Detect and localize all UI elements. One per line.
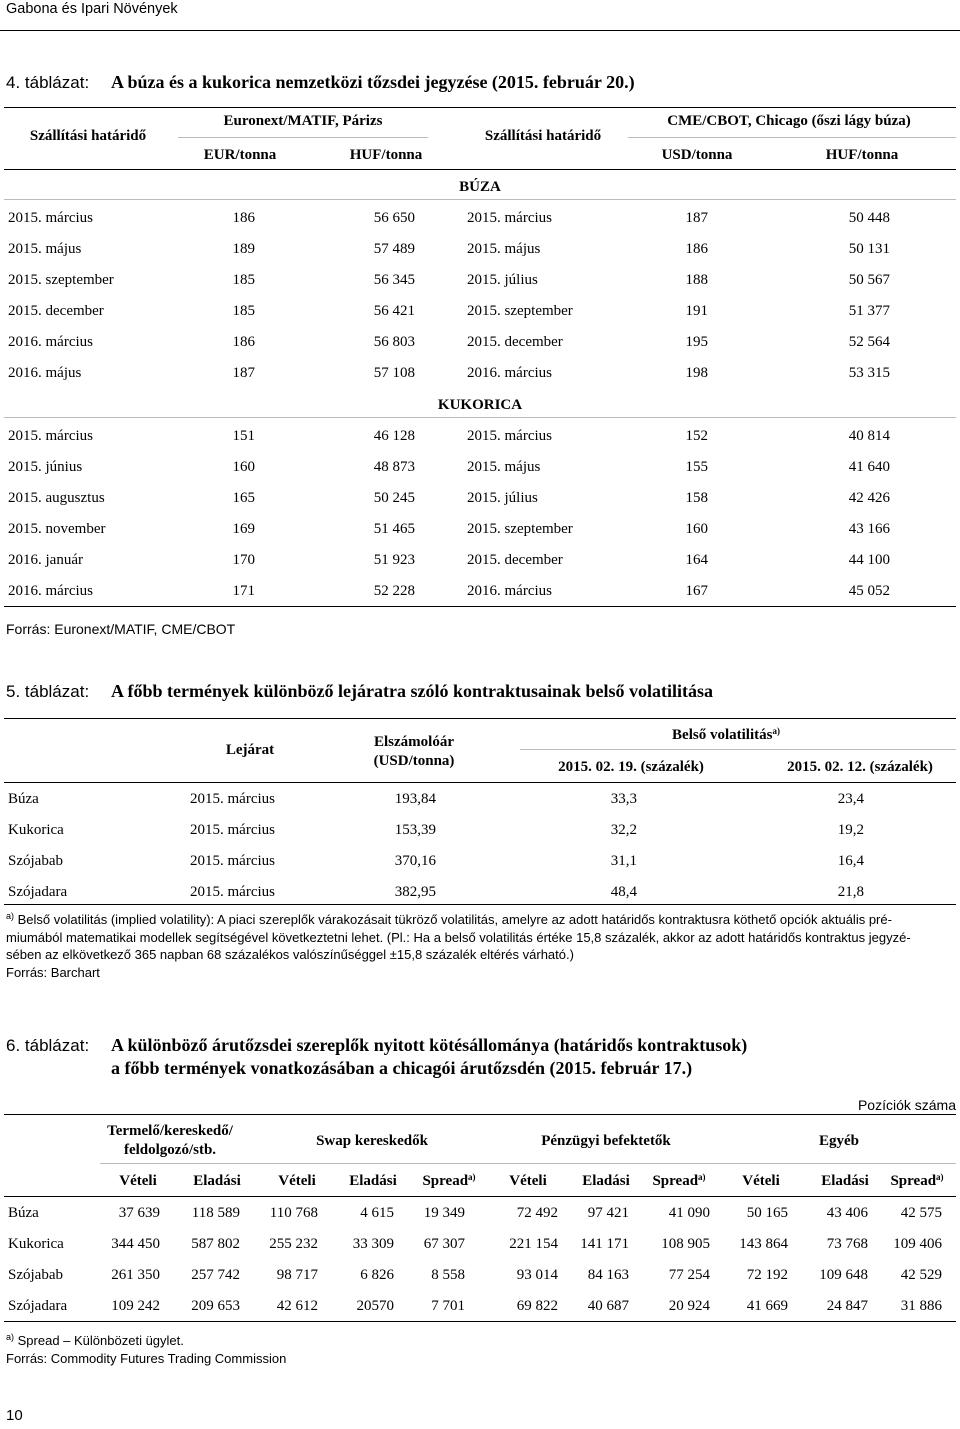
table4-corn-cell: 51 923 [373,552,415,568]
table6-cell: 221 154 [509,1236,558,1252]
table4-corn-cell: 169 [232,521,255,537]
table6-cell: 93 014 [516,1267,558,1283]
table6-subheader-sup: a) [936,1172,944,1182]
table6-cell: 20 924 [668,1298,710,1314]
table6-cell: 110 768 [269,1205,318,1221]
table5-header-expiry: Lejárat [225,742,275,758]
table6-cell: 109 648 [819,1267,868,1283]
table4-wheat-cell: 56 803 [373,334,415,350]
table6-cell: 7 701 [431,1298,465,1314]
table6-cell: 67 307 [423,1236,465,1252]
table6-row-label: Szójabab [8,1267,63,1283]
table4-wheat-cell: 187 [232,365,255,381]
table5-cell: Búza [8,791,39,807]
table6-subheader-sup: a) [698,1172,706,1182]
table4-corn-cell: 2015. augusztus [8,490,105,506]
table5-footnote [6,911,954,981]
table4-corn-cell: 160 [685,521,708,537]
table5-header-date2: 2015. 02. 12. (százalék) [787,759,933,775]
table6-subheader-label: Eladási [821,1173,869,1189]
table4-wheat-cell: 186 [232,210,255,226]
table4-title: A búza és a kukorica nemzetközi tőzsdei jegyzése (2015. február 20.) [111,72,635,92]
table5-cell: Szójadara [8,884,68,900]
table4-corn-cell: 2015. december [467,552,563,568]
table4-header-euronext: Euronext/MATIF, Párizs [223,113,383,129]
table6-subheader-label: Eladási [582,1173,630,1189]
table6-footnote [6,1332,954,1367]
table6-cell: 8 558 [431,1267,465,1283]
table6-subheader-label: Spread [890,1173,937,1189]
table6-footnote-text: Spread – Különbözeti ügylet. [17,1333,184,1348]
table6-cell: 42 529 [900,1267,942,1283]
table4-corn-cell: 160 [232,459,255,475]
table4-wheat-cell: 53 315 [848,365,890,381]
table5-cell: 2015. március [190,884,275,900]
table4-corn-cell: 45 052 [848,583,890,599]
table5-source: Forrás: Barchart [6,964,100,980]
table6-cell: 19 349 [423,1205,465,1221]
table4-corn-cell: 167 [685,583,708,599]
table6-subheader-label: Spread [652,1173,699,1189]
table4-corn-cell: 2015. november [8,521,106,537]
table5-cell: 23,4 [837,791,864,807]
table6-cell: 97 421 [587,1205,629,1221]
table4-corn-cell: 164 [685,552,708,568]
table6-subheader-spread [422,1172,475,1190]
table5-caption [6,681,713,702]
table4-corn-cell: 42 426 [848,490,890,506]
table5-cell: 153,39 [394,822,436,838]
table4-header-bottom-rule [4,169,956,170]
table5-cell: 21,8 [837,884,864,900]
table4-wheat-cell: 2016. május [8,365,82,381]
table4-wheat-cell: 56 421 [373,303,415,319]
table4-corn-cell: 155 [685,459,708,475]
running-header: Gabona és Ipari Növények [6,1,178,17]
table4-wheat-cell: 2015. szeptember [8,272,114,288]
table6-footnote-line [6,1332,954,1350]
table6-cell: 73 768 [826,1236,868,1252]
table5-header-date1: 2015. 02. 19. (százalék) [558,759,704,775]
table6-cell: 209 653 [191,1298,240,1314]
table4-wheat-rule [4,199,956,200]
table5-number: 5. táblázat: [6,682,90,701]
table6-subheader-spread [890,1172,943,1190]
table6-subheader-label: Eladási [349,1173,397,1189]
table4-wheat-cell: 2015. március [8,210,93,226]
table6-title-1: A különböző árutőzsdei szereplők nyitott kötésállománya (határidős kontraktusok) [111,1035,748,1055]
table4-wheat-cell: 187 [685,210,708,226]
table6-cell: 587 802 [191,1236,240,1252]
table4-corn-cell: 2016. január [8,552,83,568]
table6-cell: 118 589 [191,1205,240,1221]
table4-caption [6,72,635,93]
table6-footnote-sup: a) [6,1332,15,1342]
table4-wheat-cell: 56 345 [373,272,415,288]
table6-header-group1-b: feldolgozó/stb. [123,1142,217,1158]
table6-subheader-label: Eladási [193,1173,241,1189]
table4-header-usd: USD/tonna [661,147,733,163]
table4-corn-cell: 2015. szeptember [467,521,573,537]
table6-subheader-label: Vételi [742,1173,780,1189]
table5-header-vol-text: Belső volatilitás [672,727,773,743]
table6-cell: 255 232 [269,1236,318,1252]
table6-bottom-rule [4,1321,956,1322]
table6-subheader-label: Vételi [509,1173,547,1189]
table6-cell: 98 717 [276,1267,318,1283]
table6-row-label: Szójadara [8,1298,68,1314]
table4-corn-cell: 2015. június [8,459,83,475]
table6-cell: 143 864 [739,1236,788,1252]
table4-wheat-cell: 186 [685,241,708,257]
table5-cell: 2015. március [190,791,275,807]
table6-subheader-buy [509,1172,546,1190]
table6-cell: 41 090 [668,1205,710,1221]
table4-subheader-rule-left [178,137,428,138]
table5-cell: 33,3 [610,791,637,807]
table5-cell: 2015. március [190,853,275,869]
table6-cell: 141 171 [580,1236,629,1252]
table4-wheat-cell: 2015. december [8,303,104,319]
table6-header-group3: Pénzügyi befektetők [541,1133,671,1149]
table6-cell: 33 309 [352,1236,394,1252]
table6-cell: 4 615 [360,1205,394,1221]
table4-wheat-cell: 57 108 [373,365,415,381]
table5-footnote-line1 [6,911,954,929]
table6-cell: 109 406 [893,1236,942,1252]
table5-cell: 19,2 [837,822,864,838]
table4-wheat-cell: 56 650 [373,210,415,226]
table6-row-label: Búza [8,1205,39,1221]
table4-wheat-cell: 2015. július [467,272,538,288]
table4-corn-cell: 171 [232,583,255,599]
table6-number: 6. táblázat: [6,1036,90,1055]
table6-top-rule [4,1114,956,1115]
table4-corn-cell: 2015. május [467,459,541,475]
table6-cell: 108 905 [661,1236,710,1252]
table6-cell: 72 492 [516,1205,558,1221]
table6-subheader-label: Vételi [278,1173,316,1189]
table5-header-vol-sup: a) [772,726,780,736]
table4-subheader-rule-right [628,137,956,138]
table5-footnote-sup: a) [6,911,15,921]
table4-number: 4. táblázat: [6,73,90,92]
table5-cell: 193,84 [394,791,436,807]
table4-wheat-cell: 2016. március [467,365,552,381]
table6-subheader-sell [821,1172,869,1190]
table4-header-cme: CME/CBOT, Chicago (őszi lágy búza) [667,113,911,129]
table4-wheat-cell: 2015. december [467,334,563,350]
table6-header-group2: Swap kereskedők [316,1133,428,1149]
table4-wheat-cell: 185 [232,303,255,319]
table4-corn-cell: 165 [232,490,255,506]
table6-subheader-label: Vételi [119,1173,157,1189]
table6-subheader-sell [193,1172,241,1190]
table6-cell: 41 669 [746,1298,788,1314]
table4-corn-cell: 158 [685,490,708,506]
table6-cell: 42 575 [900,1205,942,1221]
table4-corn-cell: 52 228 [373,583,415,599]
table6-caption [6,1035,747,1056]
table6-cell: 50 165 [746,1205,788,1221]
table6-cell: 261 350 [111,1267,160,1283]
table5-cell: 370,16 [394,853,436,869]
table5-footnote-line3: sében az elkövetkező 365 napban 68 százalékos valószínűséggel ±15,8 százalék eltérés várható.) [6,947,574,962]
table4-header-huf-left: HUF/tonna [349,147,423,163]
table6-subheader-sell [349,1172,397,1190]
table6-source: Forrás: Commodity Futures Trading Commission [6,1350,287,1366]
table5-subheader-rule [520,749,956,750]
table4-wheat-cell: 189 [232,241,255,257]
table4-wheat-cell: 191 [685,303,708,319]
table6-cell: 37 639 [118,1205,160,1221]
table4-wheat-cell: 195 [685,334,708,350]
table5-footnote-line1-text: Belső volatilitás (implied volatility): A piaci szereplők várakozásait tükröző volatilitás, amelyre az adott határidős kontraktusra köthető opciók aktuális pré- [17,912,892,927]
table6-cell: 257 742 [191,1267,240,1283]
table6-cell: 6 826 [360,1267,394,1283]
table4-corn-cell: 151 [232,428,255,444]
header-rule [0,30,960,31]
table4-corn-cell: 2015. március [8,428,93,444]
table4-corn-cell: 2015. július [467,490,538,506]
table5-bottom-rule [4,904,956,905]
table4-section-wheat: BÚZA [459,179,501,195]
table5-cell: 31,1 [610,853,637,869]
table5-cell: 48,4 [610,884,637,900]
table5-footnote-line2: miumából matematikai modellek segítségével következtetni lehet. (Pl.: Ha a belső volatilitás értéke 15,8 százalék, akkor az adott határidős kontraktus jegyzé- [6,929,911,945]
table5-header-settle-2: (USD/tonna) [373,753,455,769]
table4-corn-cell: 2016. március [8,583,93,599]
table6-subheader-spread [652,1172,705,1190]
table4-corn-cell: 2016. március [467,583,552,599]
table6-subheader-buy [278,1172,315,1190]
table6-cell: 84 163 [587,1267,629,1283]
table4-header-delivery-right: Szállítási határidő [484,128,602,144]
table4-wheat-cell: 186 [232,334,255,350]
table6-cell: 109 242 [111,1298,160,1314]
table4-wheat-cell: 50 131 [848,241,890,257]
table4-corn-cell: 48 873 [373,459,415,475]
table4-wheat-cell: 188 [685,272,708,288]
table4-wheat-cell: 50 567 [848,272,890,288]
table4-corn-cell: 2015. március [467,428,552,444]
table5-cell: Kukorica [8,822,64,838]
table6-row-label: Kukorica [8,1236,64,1252]
table4-wheat-cell: 2015. május [8,241,82,257]
table5-header-bottom-rule [4,782,956,783]
table6-subheader-buy [742,1172,779,1190]
table4-corn-cell: 46 128 [373,428,415,444]
table4-corn-cell: 43 166 [848,521,890,537]
table4-wheat-cell: 2015. március [467,210,552,226]
table6-cell: 42 612 [276,1298,318,1314]
table4-top-rule [4,107,956,108]
table4-wheat-cell: 198 [685,365,708,381]
table6-header-group4: Egyéb [818,1133,860,1149]
table6-unit: Pozíciók száma [857,1097,956,1113]
table6-subheader-sell [582,1172,630,1190]
table6-cell: 344 450 [111,1236,160,1252]
table6-subheader-sup: a) [468,1172,476,1182]
table4-corn-cell: 51 465 [373,521,415,537]
table5-cell: 32,2 [610,822,637,838]
table4-source: Forrás: Euronext/MATIF, CME/CBOT [6,621,236,637]
table4-wheat-cell: 50 448 [848,210,890,226]
table4-header-eur: EUR/tonna [203,147,277,163]
table4-header-delivery-left: Szállítási határidő [29,128,147,144]
table5-header-vol [672,726,780,744]
table4-wheat-cell: 57 489 [373,241,415,257]
table6-cell: 43 406 [826,1205,868,1221]
table4-bottom-rule [4,606,956,607]
table6-cell: 72 192 [746,1267,788,1283]
table5-cell: 2015. március [190,822,275,838]
table4-corn-cell: 41 640 [848,459,890,475]
table6-cell: 20570 [356,1298,394,1314]
table6-cell: 40 687 [587,1298,629,1314]
table4-header-huf-right: HUF/tonna [825,147,899,163]
page-number: 10 [6,1407,23,1424]
table4-wheat-cell: 2015. szeptember [467,303,573,319]
table4-wheat-cell: 2016. március [8,334,93,350]
table6-title-2: a főbb termények vonatkozásában a chicagói árutőzsdén (2015. február 17.) [111,1058,693,1078]
table6-subheader-label: Spread [422,1173,469,1189]
table4-wheat-cell: 52 564 [848,334,890,350]
table5-cell: Szójabab [8,853,63,869]
table5-cell: 16,4 [837,853,864,869]
table4-wheat-cell: 51 377 [848,303,890,319]
table5-title: A főbb termények különböző lejáratra szóló kontraktusainak belső volatilitása [111,681,714,701]
table6-cell: 69 822 [516,1298,558,1314]
table5-header-settle-1: Elszámolóár [374,734,454,750]
table4-corn-cell: 50 245 [373,490,415,506]
table5-top-rule [4,718,956,719]
table6-header-bottom-rule [4,1196,956,1197]
table4-corn-cell: 152 [685,428,708,444]
table4-corn-rule [4,417,956,418]
table6-header-group1-a: Termelő/kereskedő/ [107,1123,233,1139]
table5-cell: 382,95 [394,884,436,900]
table4-corn-cell: 40 814 [848,428,890,444]
table4-wheat-cell: 2015. május [467,241,541,257]
table4-corn-cell: 170 [232,552,255,568]
table6-subheader-buy [119,1172,156,1190]
table6-subheader-rule [100,1163,956,1164]
table6-cell: 31 886 [900,1298,942,1314]
table4-section-corn: KUKORICA [437,397,523,413]
table4-wheat-cell: 185 [232,272,255,288]
table6-cell: 24 847 [826,1298,868,1314]
table6-cell: 77 254 [668,1267,710,1283]
table4-corn-cell: 44 100 [848,552,890,568]
